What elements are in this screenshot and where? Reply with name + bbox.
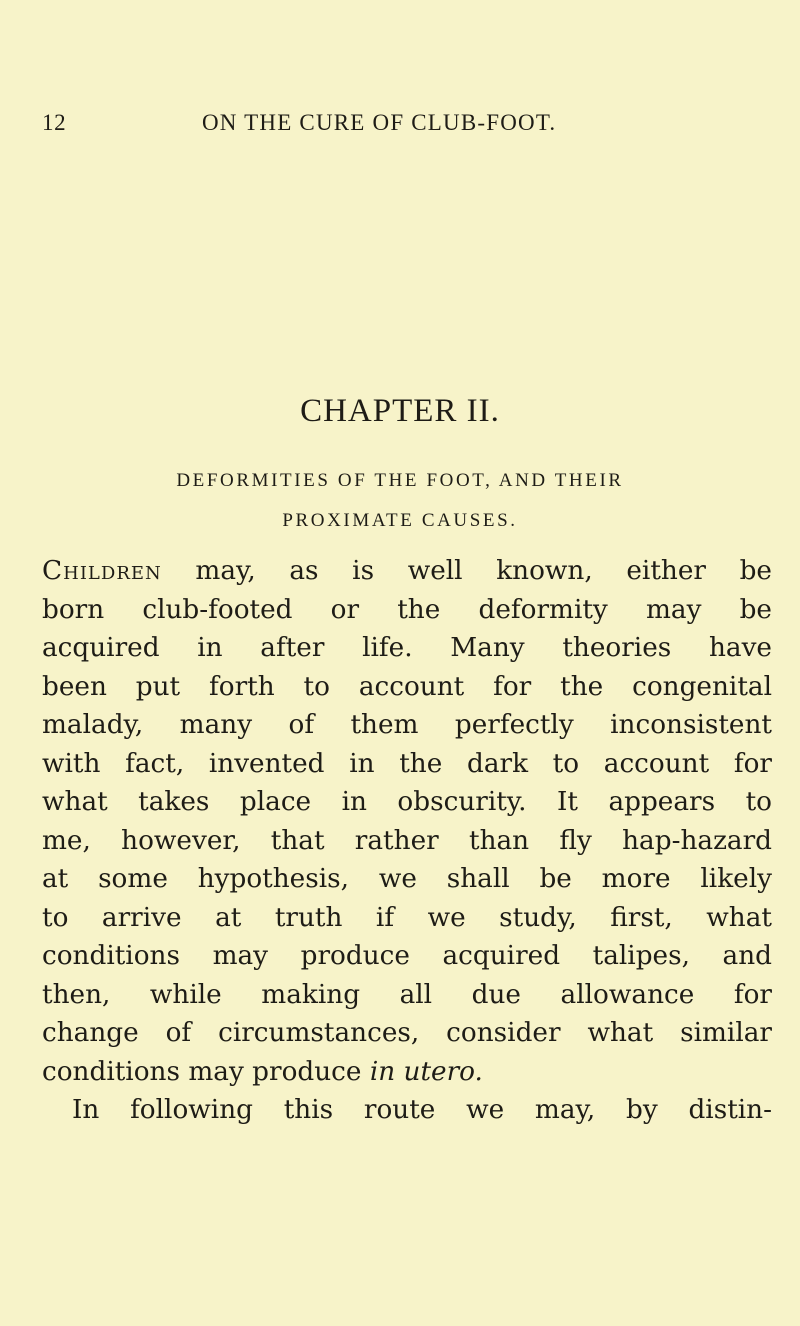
text-line: at some hypothesis, we shall be more likely <box>42 864 772 894</box>
page-number: 12 <box>42 110 67 135</box>
opening-word: Children <box>42 556 162 586</box>
text-line: born club-footed or the deformity may be <box>42 594 772 625</box>
text-line <box>42 1053 772 1092</box>
body-paragraph <box>42 552 772 1130</box>
text-line: been put forth to account for the congenital <box>42 671 772 702</box>
chapter-heading: CHAPTER II. <box>300 393 500 429</box>
running-title: ON THE CURE OF CLUB-FOOT. <box>202 110 557 135</box>
text-line-fragment: conditions may produce <box>42 1056 370 1087</box>
text-line: what takes place in obscurity. It appears to <box>42 787 772 817</box>
text-line <box>42 552 772 591</box>
text-line: In following this route we may, by distin- <box>72 1095 772 1125</box>
chapter-subtitle-line-2: PROXIMATE CAUSES. <box>282 510 518 531</box>
text-line-fragment: may, as is well known, either be <box>161 556 772 586</box>
chapter-subtitle-line-1: DEFORMITIES OF THE FOOT, AND THEIR <box>176 470 624 491</box>
running-head <box>42 110 760 140</box>
text-line: acquired in after life. Many theories have <box>42 633 772 663</box>
text-line: me, however, that rather than fly hap-hazard <box>42 825 772 856</box>
text-line: with fact, invented in the dark to account for <box>42 748 772 779</box>
italic-phrase: in utero. <box>369 1056 483 1087</box>
text-line: malady, many of them perfectly inconsistent <box>42 710 772 740</box>
text-line: to arrive at truth if we study, first, what <box>42 902 772 933</box>
text-line: then, while making all due allowance for <box>42 979 772 1010</box>
text-line: conditions may produce acquired talipes, and <box>42 941 772 971</box>
text-line: change of circumstances, consider what similar <box>42 1018 772 1048</box>
